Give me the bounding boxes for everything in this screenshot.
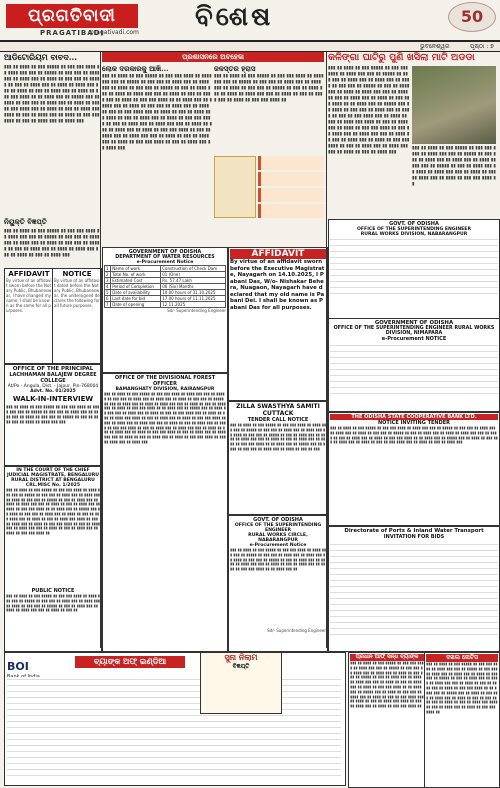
zilla-sub: TENDER CALL NOTICE [247,417,309,423]
water-table-row [105,302,226,308]
right-story-text-right: ▮▮▮ ▮▮ ▮▮▮▮ ▮▮ ▮▮▮ ▮▮▮▮▮ ▮▮ ▮▮▮ ▮▮▮ ▮▮▮▮ ▮▮ ▮▮▮▮ ▮▮▮ ▮▮▮ ▮▮ ▮▮▮▮▮ ▮▮ ▮▮▮ ▮▮▮ ▮▮ ▮▮▮▮ ▮▮▮ ▮▮ ▮▮▮▮ ▮▮▮ ▮▮ ▮▮▮▮ ▮▮ ▮▮▮ ▮▮▮ ▮▮ ▮▮▮▮▮ ▮▮ ▮▮▮ ▮▮ ▮▮▮▮ ▮▮▮ ▮▮ ▮▮▮▮ ▮▮ ▮▮▮▮ ▮▮▮ ▮▮▮ ▮▮ ▮▮▮▮ ▮▮ ▮▮▮ ▮▮ ▮▮▮▮ ▮▮▮ ▮▮ ▮▮▮▮ ▮▮ ▮▮▮ ▮▮▮ ▮▮▮▮ ▮▮ [412,146,496,187]
court-notice-ad: IN THE COURT OF THE CHIEF JUDICIAL MAGISTRATE, BENGALURU RURAL DISTRICT AT BENGALURU CRL.MISC No. 1/2025 ▮▮▮ ▮▮ ▮▮▮▮ ▮▮ ▮▮▮ ▮▮▮▮▮ ▮▮ ▮▮▮ ▮▮▮ ▮▮▮▮ ▮▮ ▮▮▮▮ ▮▮▮ ▮▮▮ ▮▮ ▮▮▮▮▮ ▮▮ ▮▮▮ ▮▮▮ ▮▮ ▮▮▮▮ ▮▮▮ ▮▮ ▮▮▮▮ ▮▮▮ ▮▮ ▮▮▮▮ ▮▮ ▮▮▮ ▮▮▮ ▮▮ ▮▮▮▮▮ ▮▮ ▮▮▮ ▮▮ ▮▮▮▮ ▮▮▮ ▮▮ ▮▮▮▮ ▮▮ ▮▮▮▮ ▮▮▮ ▮▮▮ ▮▮ ▮▮▮▮ ▮▮ ▮▮▮ ▮▮ ▮▮▮▮ ▮▮▮ ▮▮ ▮▮▮▮ ▮▮ ▮▮▮ ▮▮▮ ▮▮▮▮ ▮▮ ▮▮ ▮▮▮▮ ▮▮▮ ▮▮ ▮▮▮▮▮ ▮▮▮ ▮▮ ▮▮▮▮ ▮▮ ▮▮▮ ▮▮▮ ▮▮ ▮▮▮▮ ▮▮▮ ▮▮ ▮▮▮▮ ▮▮ ▮▮▮ ▮▮ ▮▮▮ ▮▮▮▮ ▮▮▮ ▮▮ ▮▮▮▮ ▮▮ ▮▮▮ ▮▮ ▮▮▮▮ ▮▮▮ ▮▮▮▮ ▮▮ ▮▮▮ ▮▮ ▮▮▮▮ ▮▮▮ ▮▮ ▮▮▮▮ ▮▮ ▮▮▮ ▮▮▮ ▮▮▮▮ ▮▮ ▮▮▮ ▮▮ ▮▮▮▮ ▮▮▮ ▮▮ ▮▮▮▮ ▮▮▮ ▮▮▮ ▮▮ ▮▮▮▮ ▮▮ ▮▮▮ ▮▮ ▮▮▮▮ ▮▮▮ ▮▮ ▮▮▮▮ ▮▮ ▮▮▮ ▮▮▮ ▮▮▮▮ ▮▮ PUBLIC NOTICE ▮▮▮ ▮▮ ▮▮▮▮ ▮▮ ▮▮▮ ▮▮▮▮▮ ▮▮ ▮▮▮ ▮▮▮ ▮▮▮▮ ▮▮ ▮▮▮▮ ▮▮▮ ▮▮▮ ▮▮ ▮▮▮▮▮ ▮▮ ▮▮▮ ▮▮▮ ▮▮ ▮▮▮▮ ▮▮▮ ▮▮ ▮▮▮▮ ▮▮▮ ▮▮ ▮▮▮▮ ▮▮ ▮▮▮ ▮▮▮ ▮▮ ▮▮▮▮▮ ▮▮ ▮▮▮ ▮▮ ▮▮▮▮ ▮▮▮ ▮▮ ▮▮▮▮ ▮▮ ▮▮▮▮ ▮▮▮ ▮▮▮ ▮▮ ▮▮▮▮ ▮▮ ▮▮▮ ▮▮ [4,466,102,652]
govt-odisha-tender-right: GOVT. OF ODISHA OFFICE OF THE SUPERINTENDING ENGINEER RURAL WORKS DIVISION, NABARANGPUR [328,219,500,319]
inland-sub: INVITATION FOR BIDS [383,534,445,540]
water-table-cell: 1 [105,266,111,272]
center-headline: ପ୍ରଶାସନରେ ଅବହେଳା [102,52,324,62]
water-table-cell: Last date for bid [111,296,161,302]
water-table-cell: Construction of Check Dam [161,266,226,272]
coop-title: THE ODISHA STATE COOPERATIVE BANK LTD. [330,414,498,420]
principal-ad: OFFICE OF THE PRINCIPAL LACHHAMAN BALAJEW DEGREE COLLEGE At/Po - Angula, Dist. - Jajpur, Pin-768004 Advt. No. 01/2025 WALK-IN-INTERVIEW ▮▮▮ ▮▮ ▮▮▮▮ ▮▮ ▮▮▮ ▮▮▮▮▮ ▮▮ ▮▮▮ ▮▮▮ ▮▮▮▮ ▮▮ ▮▮▮▮ ▮▮▮ ▮▮▮ ▮▮ ▮▮▮▮▮ ▮▮ ▮▮▮ ▮▮▮ ▮▮ ▮▮▮▮ ▮▮▮ ▮▮ ▮▮▮▮ ▮▮▮ ▮▮ ▮▮▮▮ ▮▮ ▮▮▮ ▮▮▮ ▮▮ ▮▮▮▮▮ ▮▮ ▮▮▮ ▮▮ ▮▮▮▮ ▮▮▮ ▮▮ ▮▮▮▮ ▮▮ ▮▮▮▮ ▮▮▮ ▮▮▮ [4,364,102,466]
affidavit-ad-1 [4,268,54,364]
center-left-column: ଲୋକ ଦରକାରକୁ ଆଖି... ▮▮▮ ▮▮ ▮▮▮▮ ▮▮ ▮▮▮ ▮▮▮▮▮ ▮▮ ▮▮▮ ▮▮▮ ▮▮▮▮ ▮▮ ▮▮▮▮ ▮▮▮ ▮▮▮ ▮▮ ▮▮▮▮▮ ▮▮ ▮▮▮ ▮▮▮ ▮▮ ▮▮▮▮ ▮▮▮ ▮▮ ▮▮▮▮ ▮▮▮ ▮▮ ▮▮▮▮ ▮▮ ▮▮▮ ▮▮▮ ▮▮ ▮▮▮▮▮ ▮▮ ▮▮▮ ▮▮ ▮▮▮▮ ▮▮▮ ▮▮ ▮▮▮▮ ▮▮ ▮▮▮▮ ▮▮▮ ▮▮▮ ▮▮ ▮▮▮▮ ▮▮ ▮▮▮ ▮▮ ▮▮▮▮ ▮▮▮ ▮▮ ▮▮▮▮ ▮▮ ▮▮▮ ▮▮▮ ▮▮▮▮ ▮▮ ▮▮ ▮▮▮▮ ▮▮▮ ▮▮ ▮▮▮▮▮ ▮▮▮ ▮▮ ▮▮▮▮ ▮▮ ▮▮▮ ▮▮▮ ▮▮ ▮▮▮▮ ▮▮▮ ▮▮ ▮▮▮▮ ▮▮ ▮▮▮ ▮▮ ▮▮▮ ▮▮▮▮ ▮▮▮ ▮▮ ▮▮▮▮ ▮▮ ▮▮▮ ▮▮ ▮▮▮▮ ▮▮▮ ▮▮▮▮ ▮▮ ▮▮▮ ▮▮ ▮▮▮▮ ▮▮▮ ▮▮ ▮▮▮▮ ▮▮ ▮▮▮ ▮▮▮ ▮▮▮▮ ▮▮ ▮▮▮ ▮▮ ▮▮▮▮ ▮▮▮ ▮▮ ▮▮▮▮ ▮▮▮ ▮▮▮ ▮▮ ▮▮▮▮ ▮▮ ▮▮▮ ▮▮ ▮▮▮▮ ▮▮▮ ▮▮ ▮▮▮▮ ▮▮ ▮▮▮ ▮▮▮ ▮▮▮▮ ▮▮ ▮▮▮ ▮▮ ▮▮▮▮ ▮▮▮ ▮▮ ▮▮▮▮ ▮▮▮ ▮▮▮ ▮▮ ▮▮▮▮ ▮▮ ▮▮▮ ▮▮ ▮▮▮▮ ▮▮▮ ▮▮ ▮▮▮▮ ▮▮ ▮▮▮ ▮▮▮ ▮▮▮▮ ▮▮ ▮▮▮ ▮▮ ▮▮▮▮ ▮▮▮ ▮▮ ▮▮▮▮ ▮▮▮ [102,64,212,151]
center-right-column: ଜଳସ୍ତର ହ୍ରାସ ▮▮▮ ▮▮ ▮▮▮▮ ▮▮ ▮▮▮ ▮▮▮▮▮ ▮▮ ▮▮▮ ▮▮▮ ▮▮▮▮ ▮▮ ▮▮▮▮ ▮▮▮ ▮▮▮ ▮▮ ▮▮▮▮▮ ▮▮ ▮▮▮ ▮▮▮ ▮▮ ▮▮▮▮ ▮▮▮ ▮▮ ▮▮▮▮ ▮▮▮ ▮▮ ▮▮▮▮ ▮▮ ▮▮▮ ▮▮▮ ▮▮ ▮▮▮▮▮ ▮▮ ▮▮▮ ▮▮ ▮▮▮▮ ▮▮▮ ▮▮ ▮▮▮▮ ▮▮ ▮▮▮▮ ▮▮▮ ▮▮▮ ▮▮ ▮▮▮▮ ▮▮ ▮▮▮ ▮▮ ▮▮▮▮ ▮▮▮ ▮▮ ▮▮▮▮ ▮▮ ▮▮▮ ▮▮▮ ▮▮▮▮ ▮▮ [214,64,324,244]
affidavit-1-title: AFFIDAVIT [8,270,50,278]
water-table-cell: 6 [105,296,111,302]
water-table-row [105,296,226,302]
page-number: ପୃଷ୍ଠା : ୭ [470,43,494,50]
affidavit-2-body: By virtue of an affidavit sworn before the Executive Magistrate, Nayagarh on 14.10.2025, I Pabani Das, W/o- Nishakar Behera, Nuagaon, Nayagarh have declared that my old name is Pabani Dei. I shall be known as Pabani Das for all purposes. [230,259,325,311]
water-table-cell: 10.00 hours of 31.10.2025 [161,290,226,296]
dateline [0,40,500,52]
court-public-notice: PUBLIC NOTICE [31,588,75,594]
boi-title: ବ୍ୟାଙ୍କ ଅଫ୍ ଇଣ୍ଡିଆ [75,656,185,668]
court-sub: CRL.MISC No. 1/2025 [25,483,81,488]
water-table-cell: Period of Completion [111,284,161,290]
col1-subhead: ନିୟୁକ୍ତି ବିଜ୍ଞପ୍ତି [4,217,47,226]
boi-ad [4,652,346,786]
col1-body2: ▮▮▮ ▮▮ ▮▮▮▮ ▮▮ ▮▮▮ ▮▮▮▮▮ ▮▮ ▮▮▮ ▮▮▮ ▮▮▮▮ ▮▮ ▮▮▮▮ ▮▮▮ ▮▮▮ ▮▮ ▮▮▮▮▮ ▮▮ ▮▮▮ ▮▮▮ ▮▮ ▮▮▮▮ ▮▮▮ ▮▮ ▮▮▮▮ ▮▮▮ ▮▮ ▮▮▮▮ ▮▮ ▮▮▮ ▮▮▮ ▮▮ ▮▮▮▮▮ ▮▮ ▮▮▮ ▮▮ ▮▮▮▮ ▮▮▮ ▮▮ ▮▮▮▮ ▮▮ ▮▮▮▮ ▮▮▮ ▮▮▮ ▮▮ ▮▮▮▮ ▮▮ ▮▮▮ ▮▮ ▮▮▮▮ ▮▮▮ [4,229,100,258]
forest-title: OFFICE OF THE DIVISIONAL FOREST OFFICER [114,375,216,387]
gold-title: ସୁନା ନିଲାମ [224,653,258,662]
water-table-row [105,290,226,296]
water-table-cell: 3 [105,278,111,284]
nimapara-notice: e-Procurement NOTICE [381,336,447,342]
zilla-title: ZILLA SWASTHYA SAMITI CUTTACK [236,403,320,417]
rural-works-ad: GOVT. OF ODISHA OFFICE OF THE SUPERINTENDING ENGINEER RURAL WORKS CIRCLE, NABARANGPUR e-Procurement Notice ▮▮▮ ▮▮ ▮▮▮▮ ▮▮ ▮▮▮ ▮▮▮▮▮ ▮▮ ▮▮▮ ▮▮▮ ▮▮▮▮ ▮▮ ▮▮▮▮ ▮▮▮ ▮▮▮ ▮▮ ▮▮▮▮▮ ▮▮ ▮▮▮ ▮▮▮ ▮▮ ▮▮▮▮ ▮▮▮ ▮▮ ▮▮▮▮ ▮▮▮ ▮▮ ▮▮▮▮ ▮▮ ▮▮▮ ▮▮▮ ▮▮ ▮▮▮▮▮ ▮▮ ▮▮▮ ▮▮ ▮▮▮▮ ▮▮▮ ▮▮ ▮▮▮▮ ▮▮ ▮▮▮▮ ▮▮▮ ▮▮▮ ▮▮ ▮▮▮▮ ▮▮ ▮▮▮ ▮▮ ▮▮▮▮ ▮▮▮ ▮▮ ▮▮▮▮ ▮▮ ▮▮▮ ▮▮▮ ▮▮▮▮ ▮▮ ▮▮ ▮▮▮▮ ▮▮▮ ▮▮ Sd/- Superintending Engineer [228,515,328,652]
anniversary-badge: 50 [448,2,496,32]
boi-short: BOI [7,660,29,673]
gold-auction-ad [200,652,282,714]
water-resources-ad [102,247,228,373]
court-title: IN THE COURT OF THE CHIEF JUDICIAL MAGISTRATE, BENGALURU RURAL DISTRICT AT BENGALURU [6,468,100,483]
coop-bank-ad: THE ODISHA STATE COOPERATIVE BANK LTD. NOTICE INVITING TENDER ▮▮▮ ▮▮ ▮▮▮▮ ▮▮ ▮▮▮ ▮▮▮▮▮ ▮▮ ▮▮▮ ▮▮▮ ▮▮▮▮ ▮▮ ▮▮▮▮ ▮▮▮ ▮▮▮ ▮▮ ▮▮▮▮▮ ▮▮ ▮▮▮ ▮▮▮ ▮▮ ▮▮▮▮ ▮▮▮ ▮▮ ▮▮▮▮ ▮▮▮ ▮▮ ▮▮▮▮ ▮▮ ▮▮▮ ▮▮▮ ▮▮ ▮▮▮▮▮ ▮▮ ▮▮▮ ▮▮ ▮▮▮▮ ▮▮▮ ▮▮ ▮▮▮▮ ▮▮ ▮▮▮▮ ▮▮▮ ▮▮▮ ▮▮ ▮▮▮▮ ▮▮ ▮▮▮ ▮▮ ▮▮▮▮ ▮▮▮ ▮▮ ▮▮▮▮ ▮▮ ▮▮▮ ▮▮▮ ▮▮▮▮ ▮▮ ▮▮ ▮▮▮▮ ▮▮▮ ▮▮ ▮▮▮▮▮ ▮▮▮ ▮▮ ▮▮▮▮ ▮▮ ▮▮▮ ▮▮▮ ▮▮ ▮▮▮▮ ▮▮▮ ▮▮ ▮▮▮▮ ▮▮ ▮▮▮ ▮▮ ▮▮▮ ▮▮▮▮ ▮▮▮ ▮▮ ▮▮▮▮ ▮▮ ▮▮▮ ▮▮ ▮▮▮▮ ▮▮▮ [328,412,500,526]
column-rule [100,52,101,648]
water-table-cell: Date of availability [111,290,161,296]
rural-sub2: RURAL WORKS CIRCLE, NABARANGPUR [248,533,308,543]
affidavit-1-body: By virtue of an affidavit sworn before the Notary Public, Bhubaneswar, I have changed my name. I shall be known as the same for all purposes. [6,278,52,313]
affidavit-2-title: AFFIDAVIT [230,249,326,259]
zilla-swasthya-ad: ZILLA SWASTHYA SAMITI CUTTACK TENDER CALL NOTICE ▮▮▮ ▮▮ ▮▮▮▮ ▮▮ ▮▮▮ ▮▮▮▮▮ ▮▮ ▮▮▮ ▮▮▮ ▮▮▮▮ ▮▮ ▮▮▮▮ ▮▮▮ ▮▮▮ ▮▮ ▮▮▮▮▮ ▮▮ ▮▮▮ ▮▮▮ ▮▮ ▮▮▮▮ ▮▮▮ ▮▮ ▮▮▮▮ ▮▮▮ ▮▮ ▮▮▮▮ ▮▮ ▮▮▮ ▮▮▮ ▮▮ ▮▮▮▮▮ ▮▮ ▮▮▮ ▮▮ ▮▮▮▮ ▮▮▮ ▮▮ ▮▮▮▮ ▮▮ ▮▮▮▮ ▮▮▮ ▮▮▮ ▮▮ ▮▮▮▮ ▮▮ ▮▮▮ ▮▮ ▮▮▮▮ ▮▮▮ ▮▮ ▮▮▮▮ ▮▮ ▮▮▮ ▮▮▮ ▮▮▮▮ ▮▮ ▮▮ ▮▮▮▮ ▮▮▮ ▮▮ ▮▮▮▮▮ ▮▮▮ ▮▮ ▮▮▮▮ ▮▮ ▮▮▮ ▮▮▮ ▮▮ ▮▮▮▮ ▮▮▮ ▮▮ ▮▮▮▮ ▮▮ ▮▮▮ ▮▮ ▮▮▮ [228,401,328,515]
coop-sub: NOTICE INVITING TENDER [377,420,451,426]
water-table-cell: 12.11.2025 [161,302,226,308]
gold-sub: ବିଜ୍ଞପ୍ତି [232,663,250,670]
column-rule [326,52,327,648]
possession-notice-ad: ଦଖଲ ନୋଟିସ ▮▮▮ ▮▮ ▮▮▮▮ ▮▮ ▮▮▮ ▮▮▮▮▮ ▮▮ ▮▮▮ ▮▮▮ ▮▮▮▮ ▮▮ ▮▮▮▮ ▮▮▮ ▮▮▮ ▮▮ ▮▮▮▮▮ ▮▮ ▮▮▮ ▮▮▮ ▮▮ ▮▮▮▮ ▮▮▮ ▮▮ ▮▮▮▮ ▮▮▮ ▮▮ ▮▮▮▮ ▮▮ ▮▮▮ ▮▮▮ ▮▮ ▮▮▮▮▮ ▮▮ ▮▮▮ ▮▮ ▮▮▮▮ ▮▮▮ ▮▮ ▮▮▮▮ ▮▮ ▮▮▮▮ ▮▮▮ ▮▮▮ ▮▮ ▮▮▮▮ ▮▮ ▮▮▮ ▮▮ ▮▮▮▮ ▮▮▮ ▮▮ ▮▮▮▮ ▮▮ ▮▮▮ ▮▮▮ ▮▮▮▮ ▮▮ ▮▮ ▮▮▮▮ ▮▮▮ ▮▮ ▮▮▮▮▮ ▮▮▮ ▮▮ ▮▮▮▮ ▮▮ ▮▮▮ ▮▮▮ ▮▮ ▮▮▮▮ ▮▮▮ ▮▮ ▮▮▮▮ ▮▮ ▮▮▮ ▮▮ ▮▮▮ ▮▮▮▮ ▮▮▮ ▮▮ ▮▮▮▮ ▮▮ ▮▮▮ ▮▮ ▮▮▮▮ ▮▮▮ ▮▮▮▮ ▮▮ ▮▮▮ ▮▮ ▮▮▮▮ ▮▮▮ ▮▮ ▮▮▮▮ ▮▮ ▮▮▮ ▮▮▮ ▮▮▮▮ ▮▮ [424,652,500,788]
principal-address: At/Po - Angula, Dist. - Jajpur, Pin-768004 [7,384,99,389]
rural-footer: Sd/- Superintending Engineer [267,628,326,633]
masthead-website: pragativadi.com [90,29,139,36]
right-story-headline: କଳିଙ୍ଗା ଘାଟିରୁ ପୁଣି ଖସିଲା ମାଟି ଅଡଡା [328,52,475,63]
water-table-cell: Estimated Cost [111,278,161,284]
water-table-cell: 06 (Six) Months [161,284,226,290]
dateline-left: ଭୁବନେଶ୍ୱର [420,43,450,50]
section-title: ବିଶେଷ [195,2,274,32]
nimapara-ad [328,318,500,412]
rural-notice: e-Procurement Notice [249,543,307,548]
water-table-cell: 17.00 hours of 11.11.2025 [161,296,226,302]
water-table-cell: Name of work [111,266,161,272]
center-right-sub: ଜଳସ୍ତର ହ୍ରାସ [214,64,256,73]
water-table-cell: Total No. of work [111,272,161,278]
water-table-cell: 01 (One) [161,272,226,278]
masthead-english-name: PRAGATIBADI [40,29,105,37]
recruit-title: ପ୍ରଧାନ ଆଫ୍ ସିନ୍ଧ ବ୍ୟାଙ୍କ [350,654,424,661]
water-table-cell: 2 [105,272,111,278]
inland-title: Directorate of Ports & Inland Water Transport [344,528,484,534]
water-dept: DEPARTMENT OF WATER RESOURCES [115,255,215,260]
inland-water-ad [328,526,500,652]
water-table-cell: 4 [105,284,111,290]
landslide-photo [412,66,496,144]
walkin-heading: WALK-IN-INTERVIEW [12,395,94,403]
masthead-logo: ପ୍ରଗତିବାଦୀ [6,4,138,28]
principal-college: LACHHAMAN BALAJEW DEGREE COLLEGE [9,372,97,384]
boi-logo [7,655,67,673]
forest-sub: BAMANGHATY DIVISION, RAIRANGPUR [115,387,215,392]
principal-title: OFFICE OF THE PRINCIPAL [12,366,94,372]
water-table-cell: 5 [105,290,111,296]
data-graphic [214,156,324,218]
water-table [104,265,226,308]
col1-headline: ଆଡିଟୋରିୟମ ବାବଦ... [4,52,78,62]
water-table-cell: 7 [105,302,111,308]
notice-ad-1 [52,268,102,364]
water-footer: Sd/- Superintending Engineer [167,308,226,313]
boi-table [7,677,341,781]
water-table-cell: Rs. 57.47 Lakh [161,278,226,284]
affidavit-ad-2 [228,247,328,401]
nimapara-sub: OFFICE OF THE SUPERINTENDING ENGINEER RURAL WORKS DIVISION, NIMAPARA [333,326,495,336]
recruit-sub: ଦଖଲ ନୋଟିସ [426,654,498,662]
col1-body: ▮▮▮ ▮▮ ▮▮▮▮ ▮▮ ▮▮▮ ▮▮▮▮▮ ▮▮ ▮▮▮ ▮▮▮ ▮▮▮▮ ▮▮ ▮▮▮▮ ▮▮▮ ▮▮▮ ▮▮ ▮▮▮▮▮ ▮▮ ▮▮▮ ▮▮▮ ▮▮ ▮▮▮▮ ▮▮▮ ▮▮ ▮▮▮▮ ▮▮▮ ▮▮ ▮▮▮▮ ▮▮ ▮▮▮ ▮▮▮ ▮▮ ▮▮▮▮▮ ▮▮ ▮▮▮ ▮▮ ▮▮▮▮ ▮▮▮ ▮▮ ▮▮▮▮ ▮▮ ▮▮▮▮ ▮▮▮ ▮▮▮ ▮▮ ▮▮▮▮ ▮▮ ▮▮▮ ▮▮ ▮▮▮▮ ▮▮▮ ▮▮ ▮▮▮▮ ▮▮ ▮▮▮ ▮▮▮ ▮▮▮▮ ▮▮ ▮▮ ▮▮▮▮ ▮▮▮ ▮▮ ▮▮▮▮▮ ▮▮▮ ▮▮ ▮▮▮▮ ▮▮ ▮▮▮ ▮▮▮ ▮▮ ▮▮▮▮ ▮▮▮ ▮▮ ▮▮▮▮ ▮▮ ▮▮▮ ▮▮ ▮▮▮ ▮▮▮▮ ▮▮▮ ▮▮ ▮▮▮▮ ▮▮ ▮▮▮ ▮▮ ▮▮▮▮ ▮▮▮ ▮▮▮▮ ▮▮ ▮▮▮ ▮▮ ▮▮▮▮ ▮▮▮ ▮▮ ▮▮▮▮ ▮▮ ▮▮▮ ▮▮▮ ▮▮▮▮ ▮▮ ▮▮▮ ▮▮ ▮▮▮▮ ▮▮▮ ▮▮ ▮▮▮▮ ▮▮▮ [4,65,100,124]
nimapara-title: GOVERNMENT OF ODISHA [374,320,454,326]
rural-title: GOVT. OF ODISHA [253,517,303,523]
water-title: GOVERNMENT OF ODISHA [128,249,202,255]
rural-sub: OFFICE OF THE SUPERINTENDING ENGINEER [234,523,322,533]
notice-1-body: By virtue of an affidavit dated before the Notary Public, Bhubaneswar, the undersigned declares the following for all future purposes. [54,278,100,308]
right-story-text-left: ▮▮▮ ▮▮ ▮▮▮▮ ▮▮ ▮▮▮ ▮▮▮▮▮ ▮▮ ▮▮▮ ▮▮▮ ▮▮▮▮ ▮▮ ▮▮▮▮ ▮▮▮ ▮▮▮ ▮▮ ▮▮▮▮▮ ▮▮ ▮▮▮ ▮▮▮ ▮▮ ▮▮▮▮ ▮▮▮ ▮▮ ▮▮▮▮ ▮▮▮ ▮▮ ▮▮▮▮ ▮▮ ▮▮▮ ▮▮▮ ▮▮ ▮▮▮▮▮ ▮▮ ▮▮▮ ▮▮ ▮▮▮▮ ▮▮▮ ▮▮ ▮▮▮▮ ▮▮ ▮▮▮▮ ▮▮▮ ▮▮▮ ▮▮ ▮▮▮▮ ▮▮ ▮▮▮ ▮▮ ▮▮▮▮ ▮▮▮ ▮▮ ▮▮▮▮ ▮▮ ▮▮▮ ▮▮▮ ▮▮▮▮ ▮▮ ▮▮ ▮▮▮▮ ▮▮▮ ▮▮ ▮▮▮▮▮ ▮▮▮ ▮▮ ▮▮▮▮ ▮▮ ▮▮▮ ▮▮▮ ▮▮ ▮▮▮▮ ▮▮▮ ▮▮ ▮▮▮▮ ▮▮ ▮▮▮ ▮▮ ▮▮▮ ▮▮▮▮ ▮▮▮ ▮▮ ▮▮▮▮ ▮▮ ▮▮▮ ▮▮ ▮▮▮▮ ▮▮▮ ▮▮▮▮ ▮▮ ▮▮▮ ▮▮ ▮▮▮▮ ▮▮▮ ▮▮ ▮▮▮▮ ▮▮ ▮▮▮ ▮▮▮ ▮▮▮▮ ▮▮ ▮▮▮ ▮▮ ▮▮▮▮ ▮▮▮ ▮▮ ▮▮▮▮ ▮▮▮ ▮▮▮ ▮▮ ▮▮▮▮ ▮▮ ▮▮▮ ▮▮ ▮▮▮▮ ▮▮▮ ▮▮ ▮▮▮▮ ▮▮ ▮▮▮ ▮▮▮ ▮▮▮▮ ▮▮ ▮▮▮ ▮▮ ▮▮▮▮ ▮▮▮ ▮▮ ▮▮▮▮ ▮▮▮ ▮▮▮ ▮▮ ▮▮▮▮ ▮▮ ▮▮▮ ▮▮ ▮▮▮▮ ▮▮▮ [328,66,410,155]
water-sub: e-Procurement Notice [136,260,194,265]
principal-adno: Advt. No. 01/2025 [30,389,76,394]
water-table-cell: Date of opening [111,302,161,308]
center-left-sub: ଲୋକ ଦରକାରକୁ ଆଖି... [102,64,169,73]
recruitment-ad: ପ୍ରଧାନ ଆଫ୍ ସିନ୍ଧ ବ୍ୟାଙ୍କ ▮▮▮ ▮▮ ▮▮▮▮ ▮▮ ▮▮▮ ▮▮▮▮▮ ▮▮ ▮▮▮ ▮▮▮ ▮▮▮▮ ▮▮ ▮▮▮▮ ▮▮▮ ▮▮▮ ▮▮ ▮▮▮▮▮ ▮▮ ▮▮▮ ▮▮▮ ▮▮ ▮▮▮▮ ▮▮▮ ▮▮ ▮▮▮▮ ▮▮▮ ▮▮ ▮▮▮▮ ▮▮ ▮▮▮ ▮▮▮ ▮▮ ▮▮▮▮▮ ▮▮ ▮▮▮ ▮▮ ▮▮▮▮ ▮▮▮ ▮▮ ▮▮▮▮ ▮▮ ▮▮▮▮ ▮▮▮ ▮▮▮ ▮▮ ▮▮▮▮ ▮▮ ▮▮▮ ▮▮ ▮▮▮▮ ▮▮▮ ▮▮ ▮▮▮▮ ▮▮ ▮▮▮ ▮▮▮ ▮▮▮▮ ▮▮ ▮▮ ▮▮▮▮ ▮▮▮ ▮▮ ▮▮▮▮▮ ▮▮▮ ▮▮ ▮▮▮▮ ▮▮ ▮▮▮ ▮▮▮ ▮▮ ▮▮▮▮ ▮▮▮ ▮▮ ▮▮▮▮ ▮▮ ▮▮▮ ▮▮ ▮▮▮ ▮▮▮▮ ▮▮▮ ▮▮ ▮▮▮▮ ▮▮ ▮▮▮ ▮▮ ▮▮▮▮ ▮▮▮ ▮▮▮▮ ▮▮ ▮▮▮ ▮▮ ▮▮▮▮ ▮▮▮ ▮▮ ▮▮▮▮ ▮▮ ▮▮▮ ▮▮▮ ▮▮▮▮ ▮▮ [348,652,426,788]
forest-office-ad: OFFICE OF THE DIVISIONAL FOREST OFFICER BAMANGHATY DIVISION, RAIRANGPUR ▮▮▮ ▮▮ ▮▮▮▮ ▮▮ ▮▮▮ ▮▮▮▮▮ ▮▮ ▮▮▮ ▮▮▮ ▮▮▮▮ ▮▮ ▮▮▮▮ ▮▮▮ ▮▮▮ ▮▮ ▮▮▮▮▮ ▮▮ ▮▮▮ ▮▮▮ ▮▮ ▮▮▮▮ ▮▮▮ ▮▮ ▮▮▮▮ ▮▮▮ ▮▮ ▮▮▮▮ ▮▮ ▮▮▮ ▮▮▮ ▮▮ ▮▮▮▮▮ ▮▮ ▮▮▮ ▮▮ ▮▮▮▮ ▮▮▮ ▮▮ ▮▮▮▮ ▮▮ ▮▮▮▮ ▮▮▮ ▮▮▮ ▮▮ ▮▮▮▮ ▮▮ ▮▮▮ ▮▮ ▮▮▮▮ ▮▮▮ ▮▮ ▮▮▮▮ ▮▮ ▮▮▮ ▮▮▮ ▮▮▮▮ ▮▮ ▮▮ ▮▮▮▮ ▮▮▮ ▮▮ ▮▮▮▮▮ ▮▮▮ ▮▮ ▮▮▮▮ ▮▮ ▮▮▮ ▮▮▮ ▮▮ ▮▮▮▮ ▮▮▮ ▮▮ ▮▮▮▮ ▮▮ ▮▮▮ ▮▮ ▮▮▮ ▮▮▮▮ ▮▮▮ ▮▮ ▮▮▮▮ ▮▮ ▮▮▮ ▮▮ ▮▮▮▮ ▮▮▮ ▮▮▮▮ ▮▮ ▮▮▮ ▮▮ ▮▮▮▮ ▮▮▮ ▮▮ ▮▮▮▮ ▮▮ ▮▮▮ ▮▮▮ ▮▮▮▮ ▮▮ ▮▮▮ ▮▮ ▮▮▮▮ ▮▮▮ ▮▮ ▮▮▮▮ ▮▮▮ ▮▮▮ ▮▮ ▮▮▮▮ ▮▮ ▮▮▮ ▮▮ ▮▮▮▮ ▮▮▮ ▮▮ ▮▮▮▮ ▮▮ ▮▮▮ ▮▮▮ ▮▮▮▮ ▮▮ ▮▮▮ ▮▮ ▮▮▮▮ ▮▮▮ ▮▮ ▮▮▮▮ ▮▮▮ ▮▮▮ ▮▮ ▮▮▮▮ ▮▮ ▮▮▮ ▮▮ ▮▮▮▮ ▮▮▮ ▮▮ ▮▮▮▮ ▮▮ ▮▮▮ ▮▮▮ ▮▮▮▮ ▮▮ ▮▮▮ ▮▮ ▮▮▮▮ ▮▮▮ ▮▮ ▮▮▮▮ ▮▮▮ ▮▮▮ ▮▮ ▮▮▮▮ ▮▮ ▮▮▮ ▮▮ ▮▮▮▮ ▮▮▮ ▮▮ ▮▮▮▮ ▮▮ ▮▮▮ ▮▮▮ ▮▮▮▮ ▮▮ ▮▮▮ ▮▮ ▮▮▮▮ ▮▮▮ ▮▮ ▮▮▮▮ ▮▮▮ [102,373,228,652]
notice-1-title: NOTICE [62,270,92,278]
water-table-row [105,266,226,272]
